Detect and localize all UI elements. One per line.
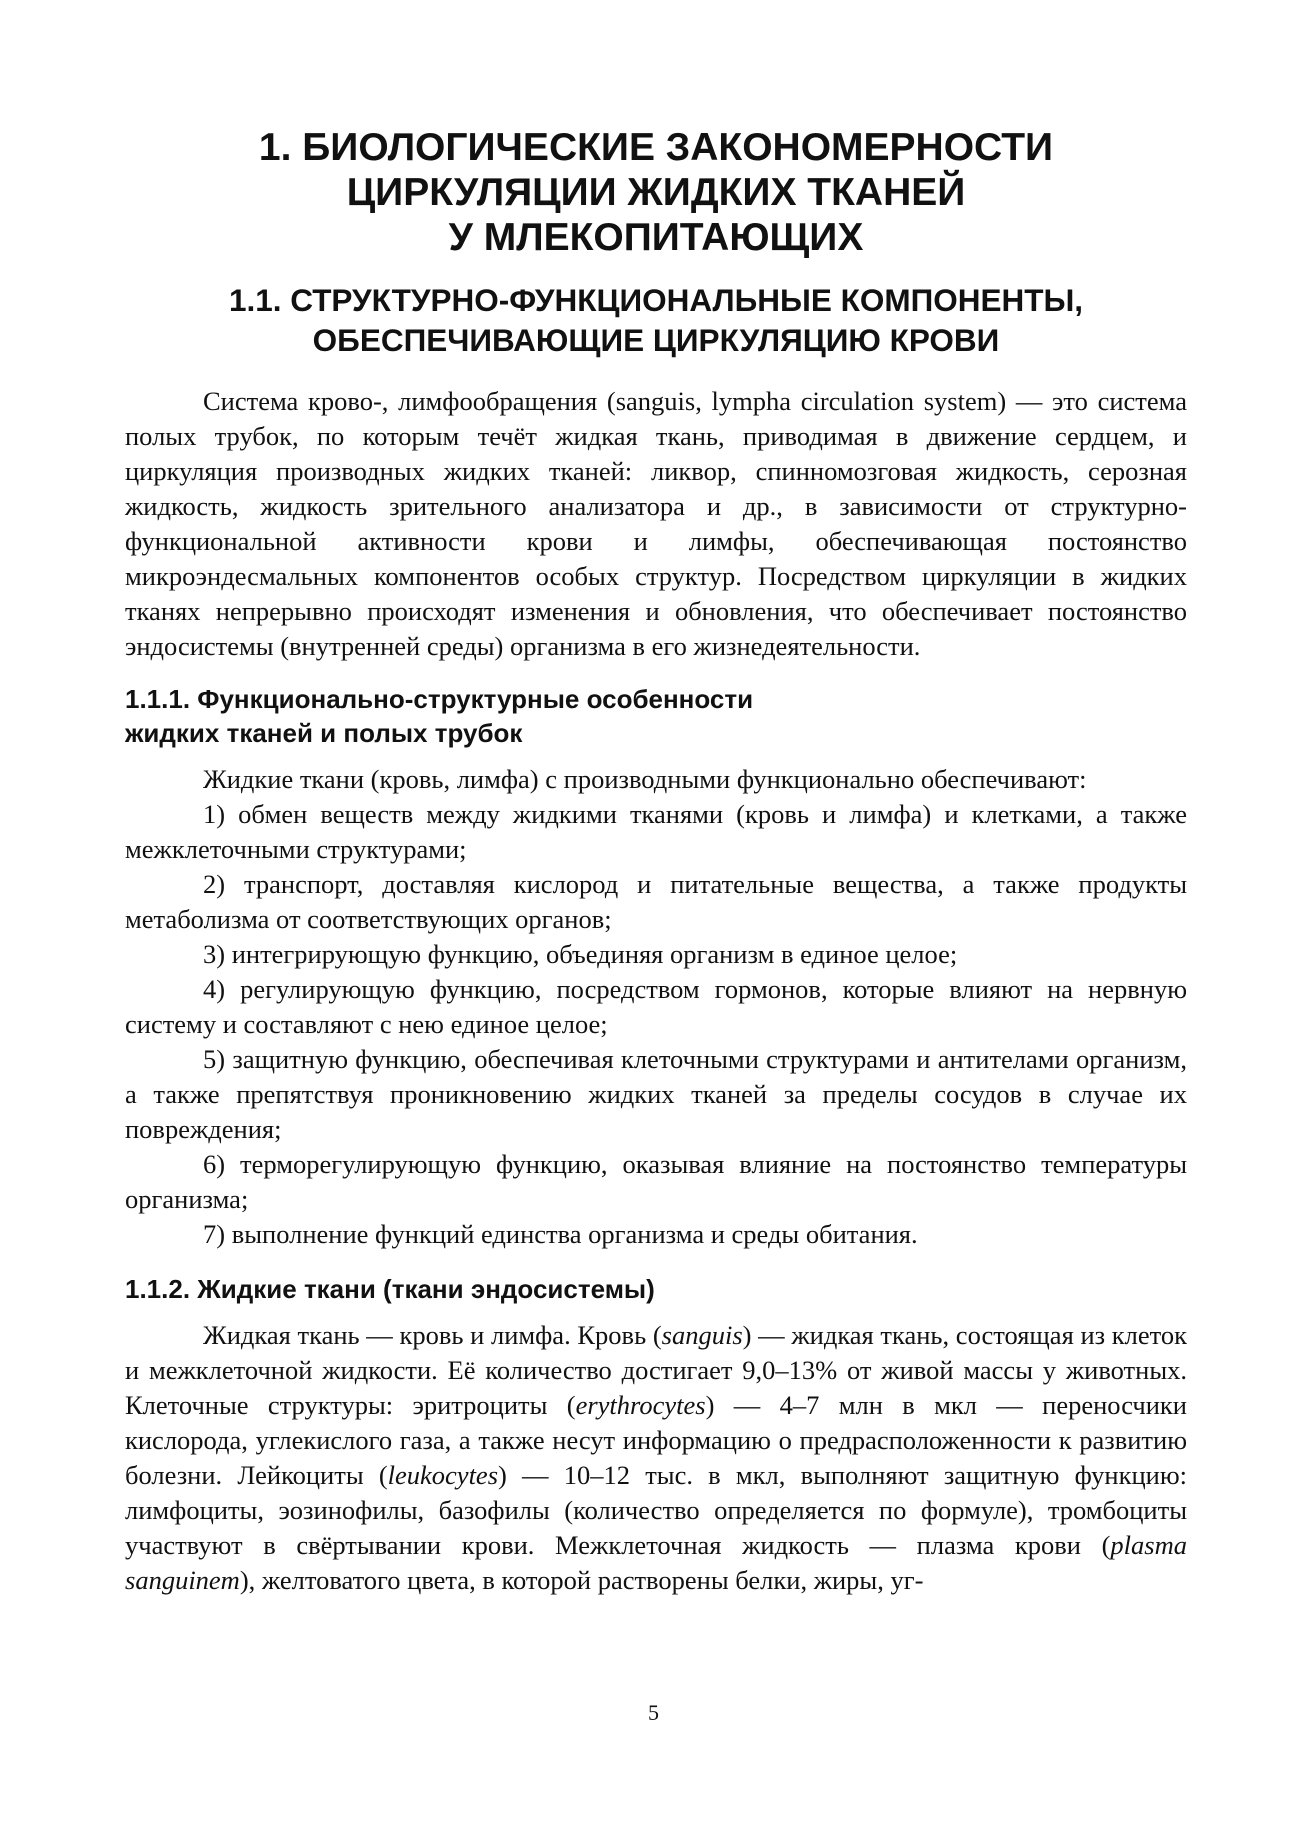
- chapter-title-line-2: ЦИРКУЛЯЦИИ ЖИДКИХ ТКАНЕЙ: [346, 171, 966, 214]
- latin-term-sanguis: sanguis: [661, 1320, 743, 1350]
- latin-term-leukocytes: leukocytes: [387, 1460, 499, 1490]
- latin-term-erythrocytes: erythrocytes: [575, 1390, 706, 1420]
- intro-paragraph: Система крово-, лимфообращения (sanguis, lympha circulation system) — это система полых трубок, по которым течёт жидкая ткань, приводимая в движение сердцем, и циркуляция производных жидких тканей: ликвор, спинномозговая жидкость, серозная жидкость, жидкость зрительного анализатора и др., в зависимости от структурно-функциональной активности крови и лимфы, обеспечивающая постоянство микроэндесмальных компонентов особых структур. Посредством циркуляции в жидких тканях непрерывно происходят изменения и обновления, что обеспечивает постоянство эндосистемы (внутренней среды) организма в его жизнедеятельности.: [125, 386, 1187, 661]
- list-item: 6) терморегулирующую функцию, оказывая влияние на постоянство температуры организма;: [125, 1149, 1187, 1214]
- list-item: 2) транспорт, доставляя кислород и питательные вещества, а также продукты метаболизма от соответствующих органов;: [125, 869, 1187, 934]
- list-item: 5) защитную функцию, обеспечивая клеточными структурами и антителами организм, а также препятствуя проникновению жидких тканей за пределы сосудов в случае их повреждения;: [125, 1044, 1187, 1144]
- page-number: 5: [648, 1700, 659, 1725]
- page-content: [125, 0, 1187, 1598]
- liquid-tissue-paragraph: [125, 1318, 1187, 1598]
- chapter-title: [125, 0, 1187, 260]
- subsection-2-title: 1.1.2. Жидкие ткани (ткани эндосистемы): [125, 1274, 655, 1304]
- list-item: 1) обмен веществ между жидкими тканями (кровь и лимфа) и клетками, а также межклеточными структурами;: [125, 799, 1187, 864]
- subsection-1-title-line-2: жидких тканей и полых трубок: [125, 718, 523, 748]
- paragraph-text: ) — 4–7 млн в мкл — переносчики кислорода, углекислого газа, а также несут информацию о предрасположенности к развитию болезни. Лейкоциты (: [125, 1390, 1187, 1490]
- subsection-1-title-line-1: 1.1.1. Функционально-структурные особенности: [125, 684, 754, 714]
- chapter-title-line-1: 1. БИОЛОГИЧЕСКИЕ ЗАКОНОМЕРНОСТИ: [258, 126, 1054, 169]
- latin-term-plasma: plasma sanguinem: [125, 1530, 1187, 1595]
- functions-list: [125, 797, 1187, 1252]
- chapter-title-line-3: У МЛЕКОПИТАЮЩИХ: [448, 216, 864, 259]
- section-title: [125, 280, 1187, 360]
- paragraph-text: ) — 10–12 тыс. в мкл, выполняют защитную функцию: лимфоциты, эозинофилы, базофилы (количество определяется по формуле), тромбоциты участвуют в свёртывании крови. Межклеточная жидкость — плазма крови (: [125, 1460, 1187, 1560]
- subsection-1-title: [125, 682, 1187, 750]
- paragraph-text: ) — жидкая ткань, состоящая из клеток и межклеточной жидкости. Её количество достигает 9,0–13% от живой массы у животных. Клеточные структуры: эритроциты (: [125, 1320, 1187, 1420]
- section-title-line-1: 1.1. СТРУКТУРНО-ФУНКЦИОНАЛЬНЫЕ КОМПОНЕНТЫ,: [228, 282, 1084, 318]
- list-item: 4) регулирующую функцию, посредством гормонов, которые влияют на нервную систему и составляют с нею единое целое;: [125, 974, 1187, 1039]
- list-item: 3) интегрирующую функцию, объединяя организм в единое целое;: [203, 939, 958, 969]
- list-item: 7) выполнение функций единства организма и среды обитания.: [203, 1219, 918, 1249]
- section-title-line-2: ОБЕСПЕЧИВАЮЩИЕ ЦИРКУЛЯЦИЮ КРОВИ: [312, 322, 1000, 358]
- functions-lead-paragraph: Жидкие ткани (кровь, лимфа) с производными функционально обеспечивают:: [203, 764, 1087, 794]
- paragraph-text: Жидкая ткань — кровь и лимфа. Кровь (: [203, 1320, 662, 1350]
- paragraph-text: ), желтоватого цвета, в которой растворены белки, жиры, уг-: [239, 1565, 924, 1595]
